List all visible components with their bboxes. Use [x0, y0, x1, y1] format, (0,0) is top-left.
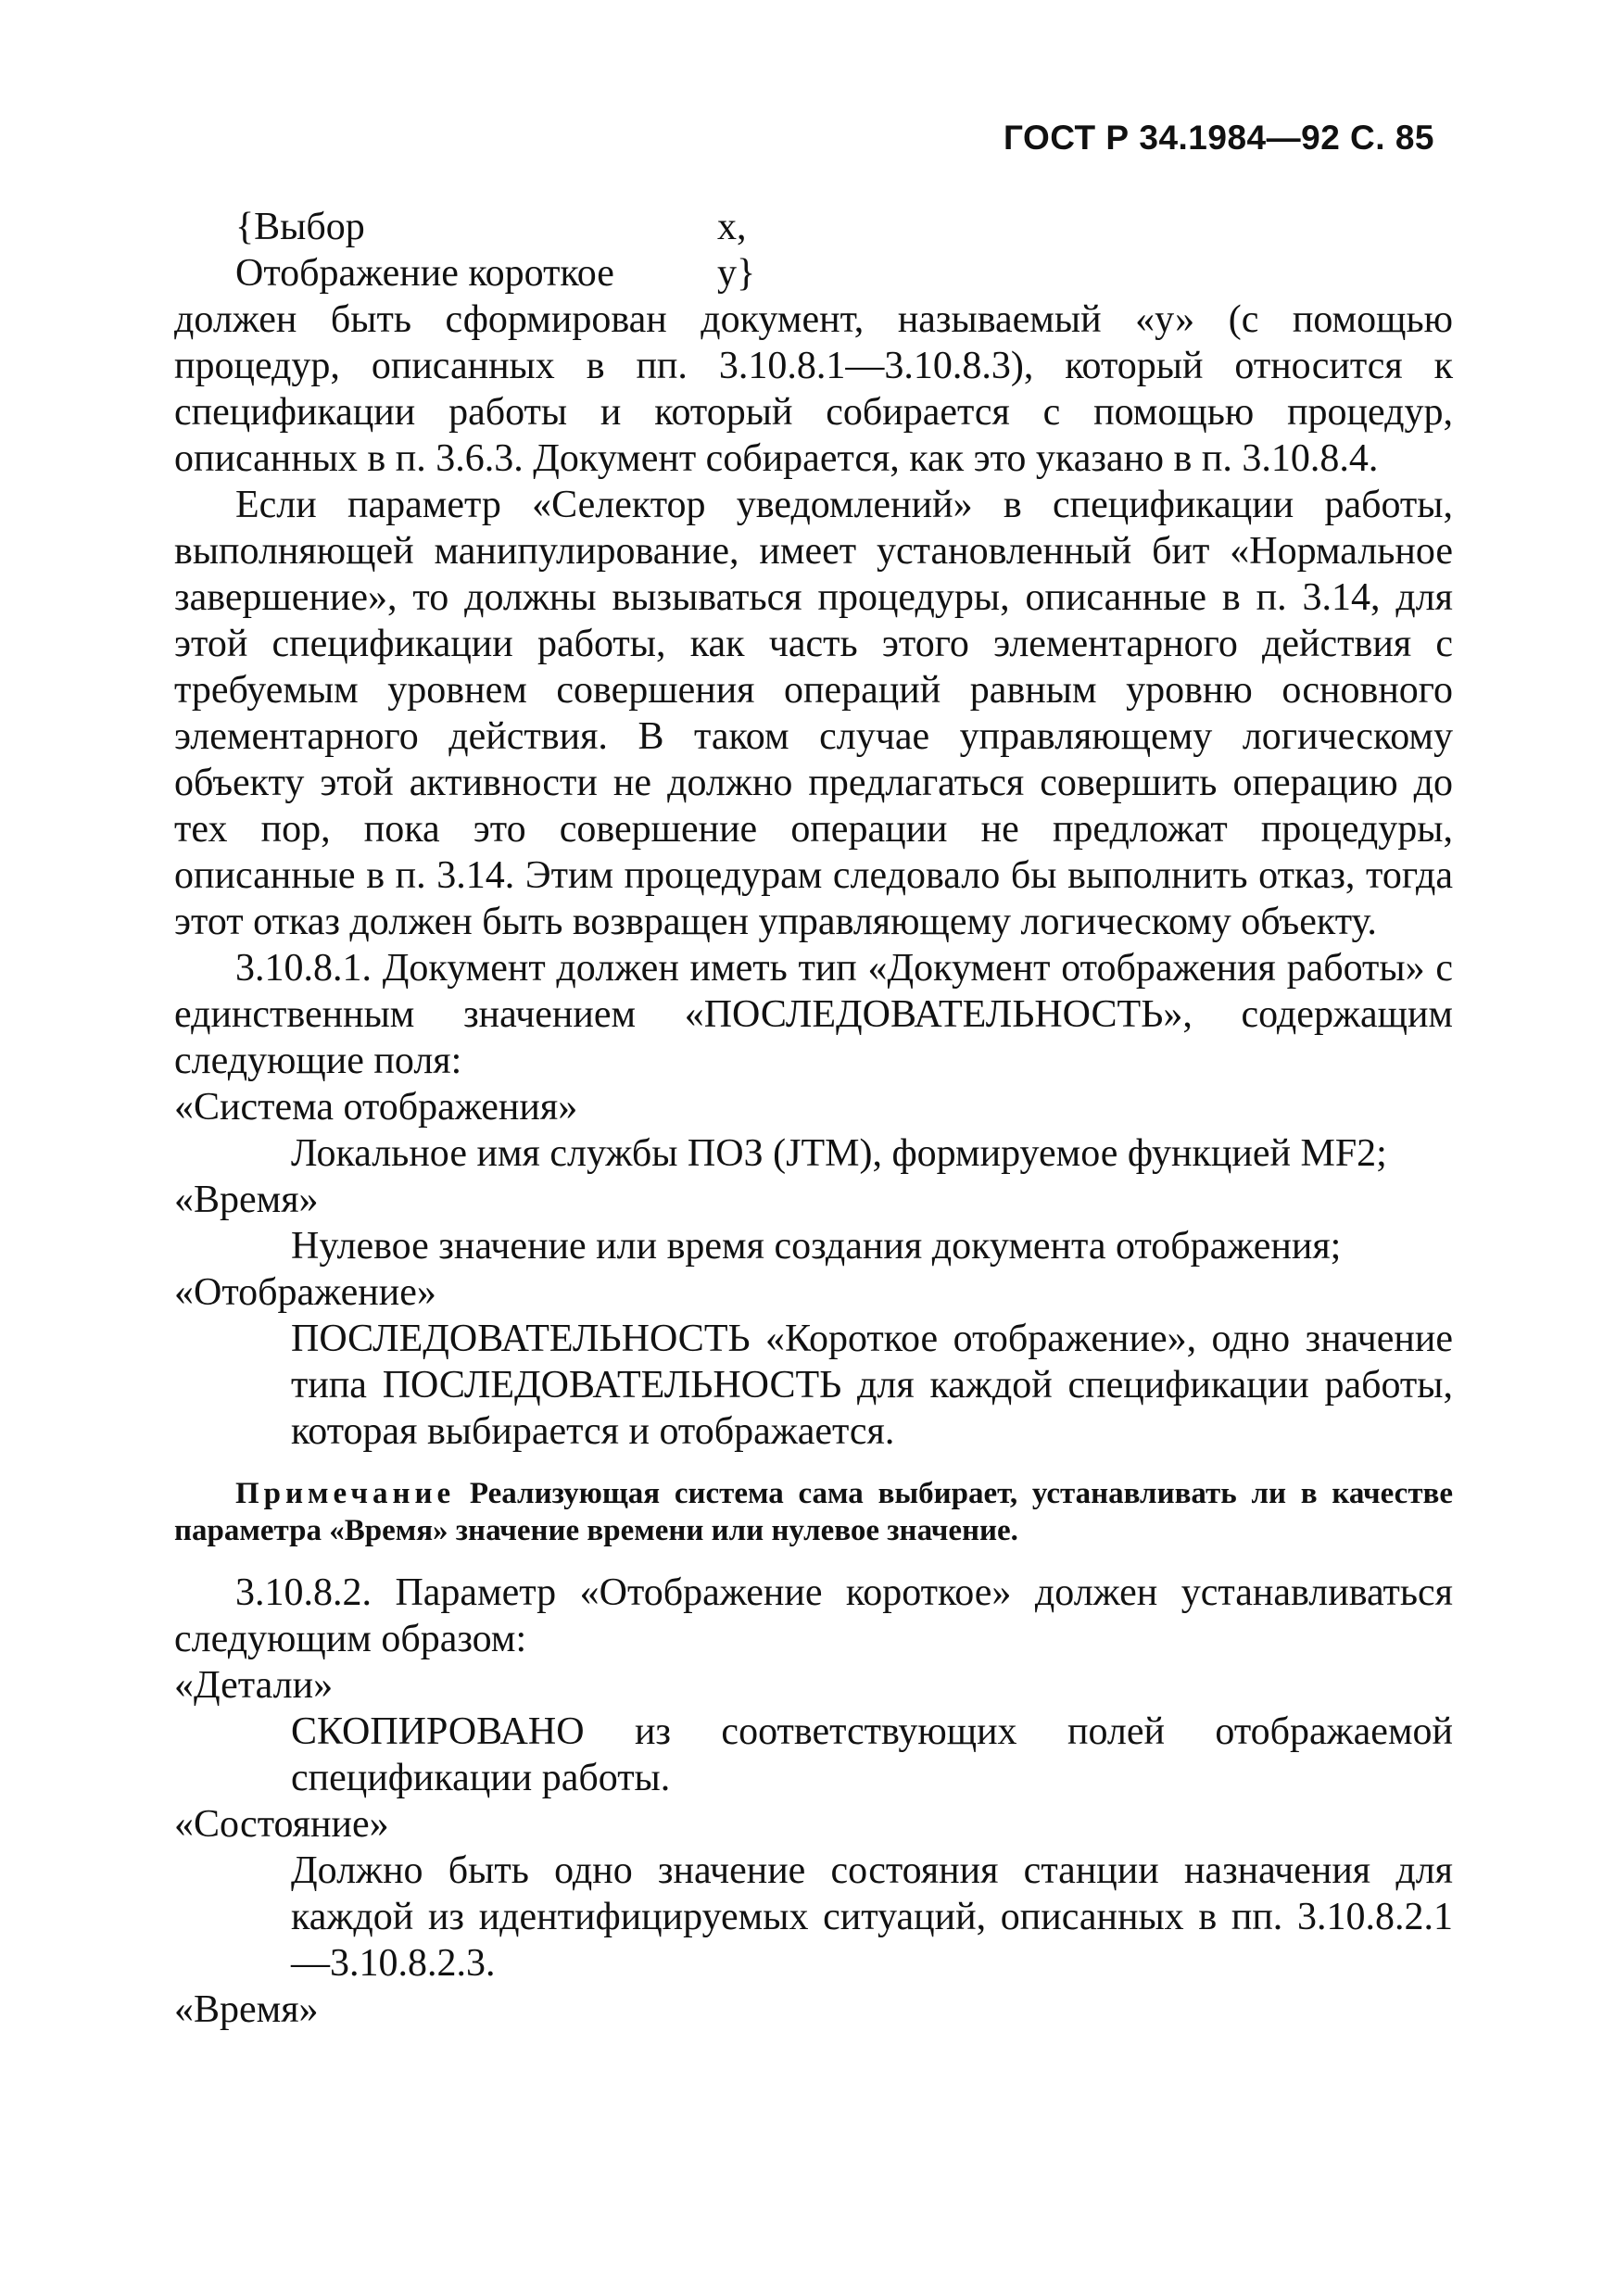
field-value: ПОСЛЕДОВАТЕЛЬНОСТЬ «Короткое отображение», одно значение типа ПОСЛЕДОВАТЕЛЬНОСТЬ для каждой спецификации работы, которая выбирается и отображается.	[291, 1318, 1453, 1453]
page-content	[174, 204, 1453, 2033]
formula-row	[174, 250, 1453, 296]
field-name: «Детали»	[174, 1664, 334, 1707]
note	[174, 1475, 1453, 1549]
formula-value: х,	[717, 206, 747, 248]
field-value: СКОПИРОВАНО из соответствующих полей отображаемой спецификации работы.	[291, 1710, 1453, 1799]
field-name: «Состояние»	[174, 1803, 389, 1846]
paragraph: 3.10.8.1. Документ должен иметь тип «Документ отображения работы» с единственным значением «ПОСЛЕДОВАТЕЛЬНОСТЬ», содержащим следующие поля:	[174, 947, 1453, 1082]
page-header: ГОСТ Р 34.1984—92 С. 85	[1003, 119, 1434, 157]
field-name: «Время»	[174, 1988, 319, 2031]
field-value: Локальное имя службы ПОЗ (JTM), формируемое функцией MF2;	[291, 1132, 1387, 1175]
paragraph: Если параметр «Селектор уведомлений» в спецификации работы, выполняющей манипулирование, имеет установленный бит «Нормальное завершение», то должны вызываться процедуры, описанные в п. 3.14, для этой спецификации работы, как часть этого элементарного действия с требуемым уровнем совершения операций равным уровню основного элементарного действия. В таком случае управляющему логическому объекту этой активности не должно предлагаться совершить операцию до тех пор, пока это совершение операции не предложат процедуры, описанные в п. 3.14. Этим процедурам следовало бы выполнить отказ, тогда этот отказ должен быть возвращен управляющему логическому объекту.	[174, 484, 1453, 943]
note-label: Примечание	[235, 1477, 456, 1510]
formula-value: у}	[717, 252, 756, 295]
paragraph: должен быть сформирован документ, называемый «у» (с помощью процедур, описанных в пп. 3.10.8.1—3.10.8.3), который относится к спецификации работы и который собирается с помощью процедур, описанных в п. 3.6.3. Документ собирается, как это указано в п. 3.10.8.4.	[174, 298, 1453, 480]
note-text: Реализующая система сама выбирает, устанавливать ли в качестве параметра «Время» значение времени или нулевое значение.	[174, 1477, 1454, 1547]
formula-key: {Выбор	[235, 206, 365, 248]
field-name: «Время»	[174, 1179, 319, 1221]
formula-row	[174, 204, 1453, 250]
paragraph: 3.10.8.2. Параметр «Отображение короткое» должен устанавливаться следующим образом:	[174, 1571, 1453, 1660]
field-name: «Система отображения»	[174, 1086, 578, 1129]
field-value: Нулевое значение или время создания документа отображения;	[291, 1225, 1342, 1268]
formula-key: Отображение короткое	[235, 252, 614, 295]
field-name: «Отображение»	[174, 1271, 436, 1314]
field-value: Должно быть одно значение состояния станции назначения для каждой из идентифицируемых ситуаций, описанных в пп. 3.10.8.2.1—3.10.8.2.3.	[291, 1849, 1453, 1985]
